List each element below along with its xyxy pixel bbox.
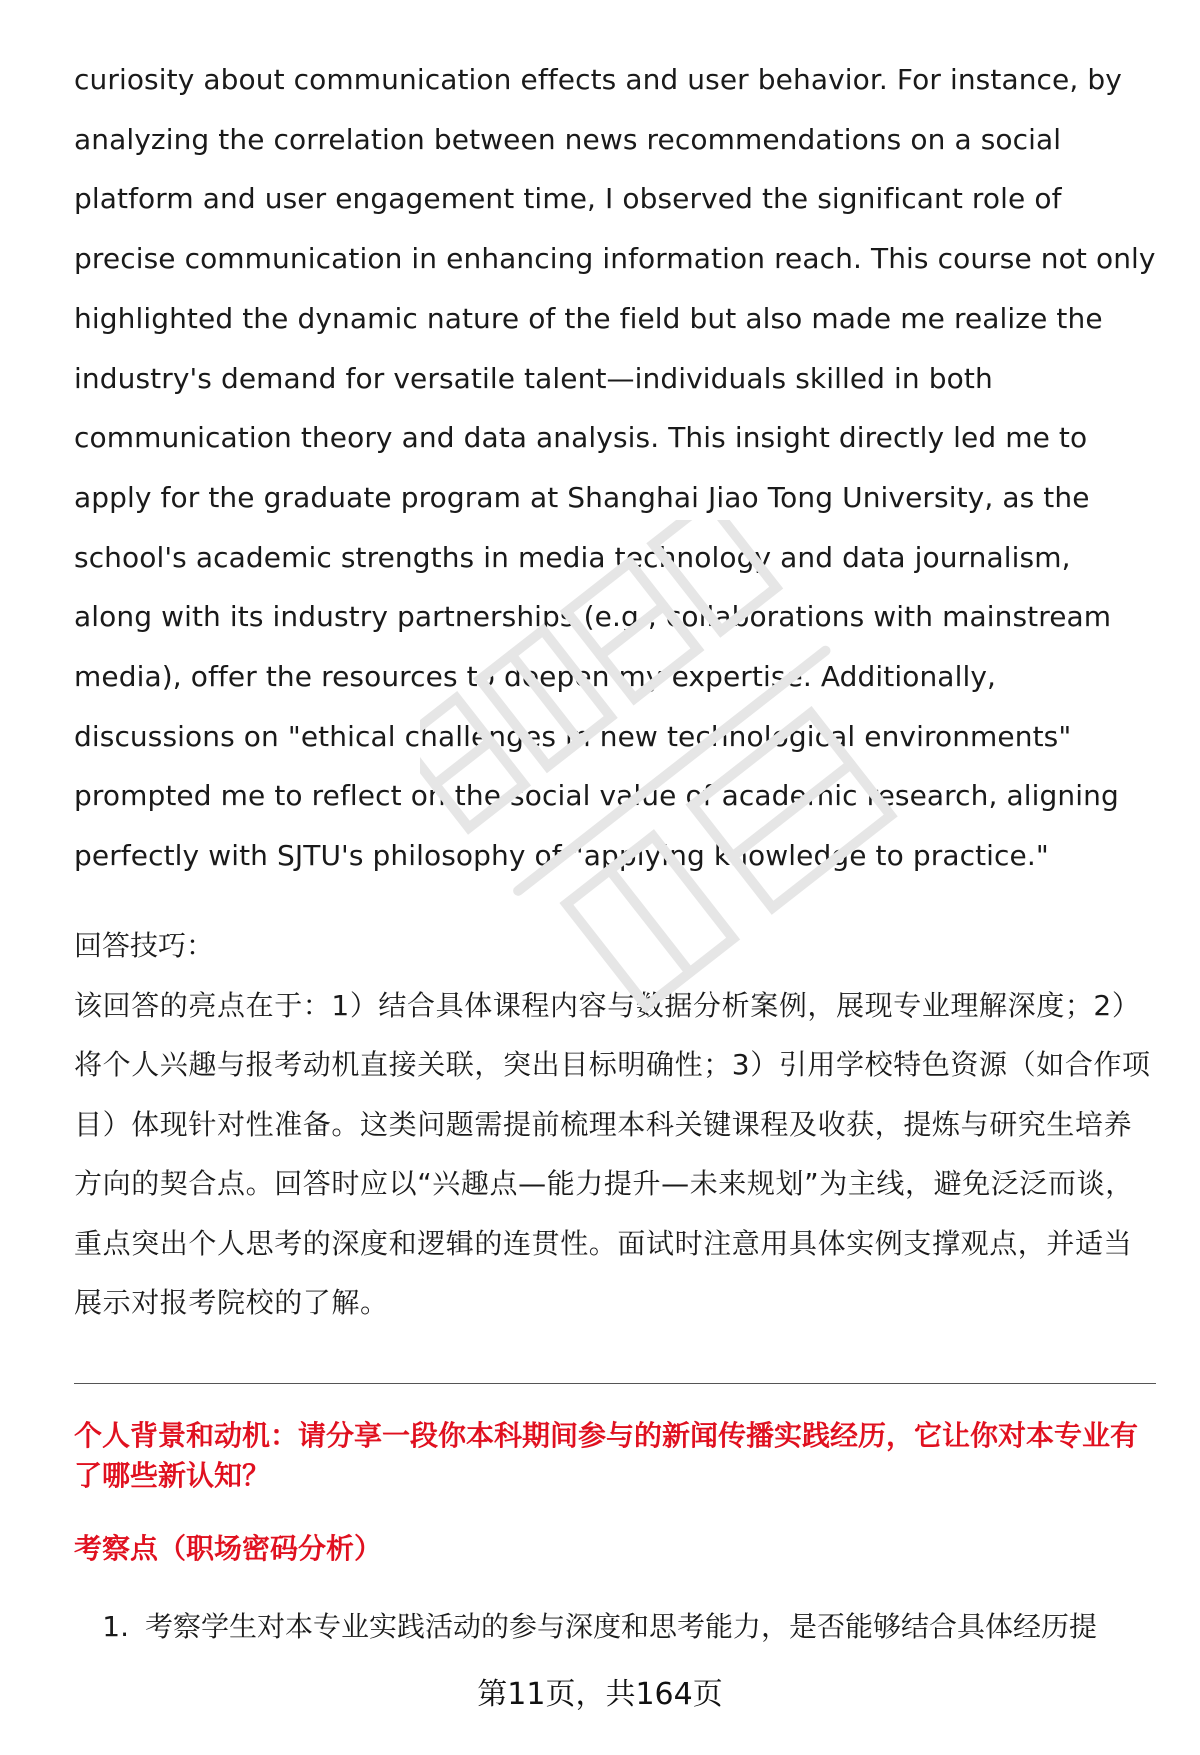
document-page	[74, 50, 1156, 1647]
list-item-number: 1.	[102, 1609, 129, 1643]
section-heading: 考察点（职场密码分析）	[74, 1531, 383, 1565]
answer-paragraph: curiosity about communication effects and user behavior. For instance, by analyzing the correlation between news recommendations on a social platform and user engagement time, I observed the significant role of precise communication in enhancing information reach. This course not only highlighted the dynamic nature of the field but also made me realize the industry's demand for versatile talent—individuals skilled in both communication theory and data analysis. This insight directly led me to apply for the graduate program at Shanghai Jiao Tong University, as the school's academic strengths in media technology and data journalism, along with its industry partnerships (e.g., collaborations with mainstream media), offer the resources to deepen my expertise. Additionally, discussions on "ethical challenges in new technological environments" prompted me to reflect on the social value of academic research, aligning perfectly with SJTU's philosophy of "applying knowledge to practice."	[74, 63, 1156, 873]
page-indicator: 第11页，共164页	[477, 1677, 723, 1712]
section-divider	[74, 1383, 1156, 1384]
list-item-text: 考察学生对本专业实践活动的参与深度和思考能力，是否能够结合具体经历提	[145, 1609, 1098, 1643]
tips-label: 回答技巧：	[74, 928, 215, 962]
tips-paragraph: 该回答的亮点在于：1）结合具体课程内容与数据分析案例，展现专业理解深度；2）将个人兴趣与报考动机直接关联，突出目标明确性；3）引用学校特色资源（如合作项目）体现针对性准备。这类问题需提前梳理本科关键课程及收获，提炼与研究生培养方向的契合点。回答时应以“兴趣点—能力提升—未来规划”为主线，避免泛泛而谈，重点突出个人思考的深度和逻辑的连贯性。面试时注意用具体实例支撑观点，并适当展示对报考院校的了解。	[74, 988, 1151, 1320]
list-item	[74, 1607, 1156, 1647]
interview-question: 个人背景和动机：请分享一段你本科期间参与的新闻传播实践经历，它让你对本专业有了哪些新认知？	[74, 1418, 1139, 1492]
key-points-list	[74, 1607, 1156, 1647]
